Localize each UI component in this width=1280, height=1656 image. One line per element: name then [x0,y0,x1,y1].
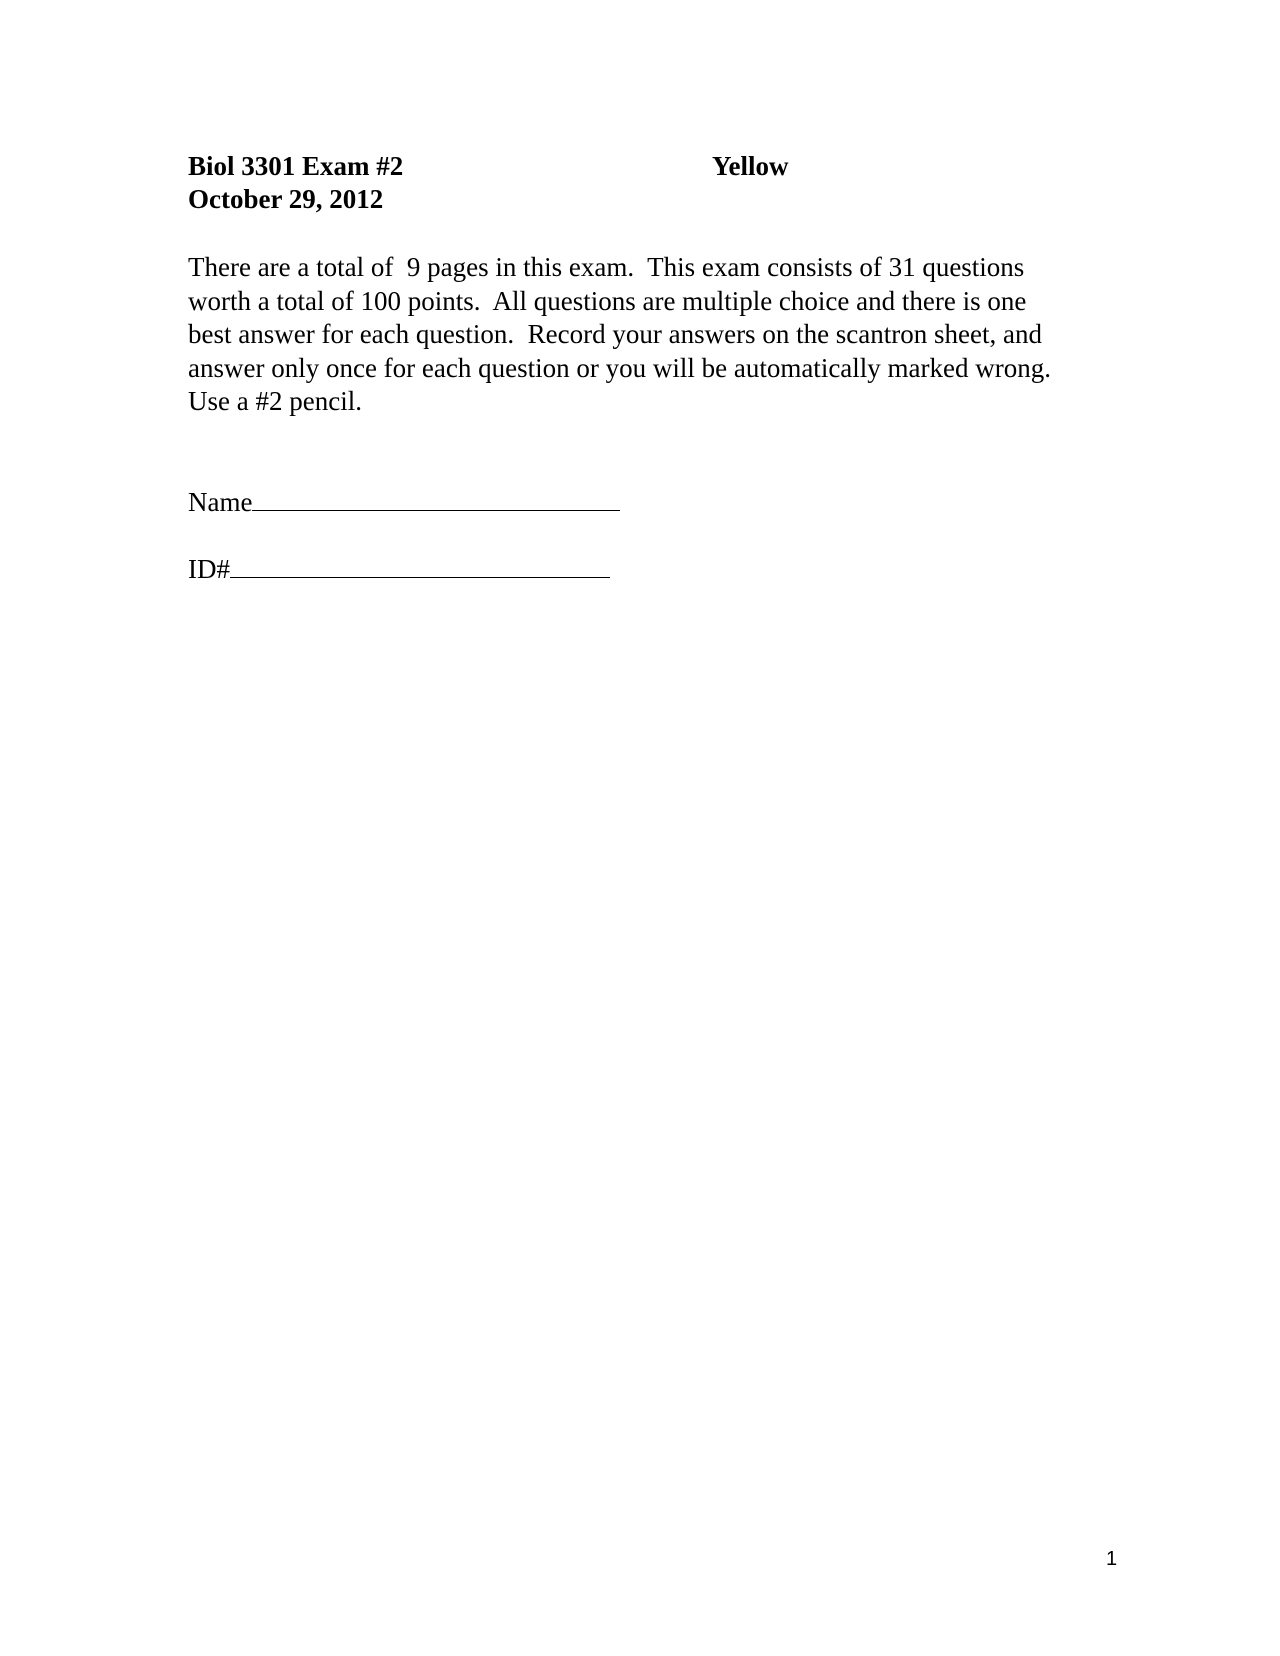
exam-date: October 29, 2012 [188,184,384,214]
name-label: Name [188,487,253,517]
instruction-line: answer only once for each question or you will be automatically marked wrong. [188,352,1051,383]
page-number: 1 [1106,1548,1118,1570]
instruction-line: best answer for each question. Record your answers on the scantron sheet, and [188,319,1042,349]
header-title-row [188,150,1088,183]
name-blank-line[interactable] [252,488,620,511]
id-field [188,553,610,586]
exam-header [188,150,1088,216]
id-blank-line[interactable] [230,555,610,578]
id-label: ID# [188,554,230,584]
exam-instructions [188,251,1138,419]
exam-title: Biol 3301 Exam #2 [188,151,404,181]
instruction-line: Use a #2 pencil. [188,386,362,416]
instruction-line: worth a total of 100 points. All questions are multiple choice and there is one [188,285,1027,316]
name-field [188,486,620,519]
instruction-line: There are a total of 9 pages in this exam. This exam consists of 31 questions [188,252,1025,282]
exam-version-color: Yellow [712,151,789,181]
